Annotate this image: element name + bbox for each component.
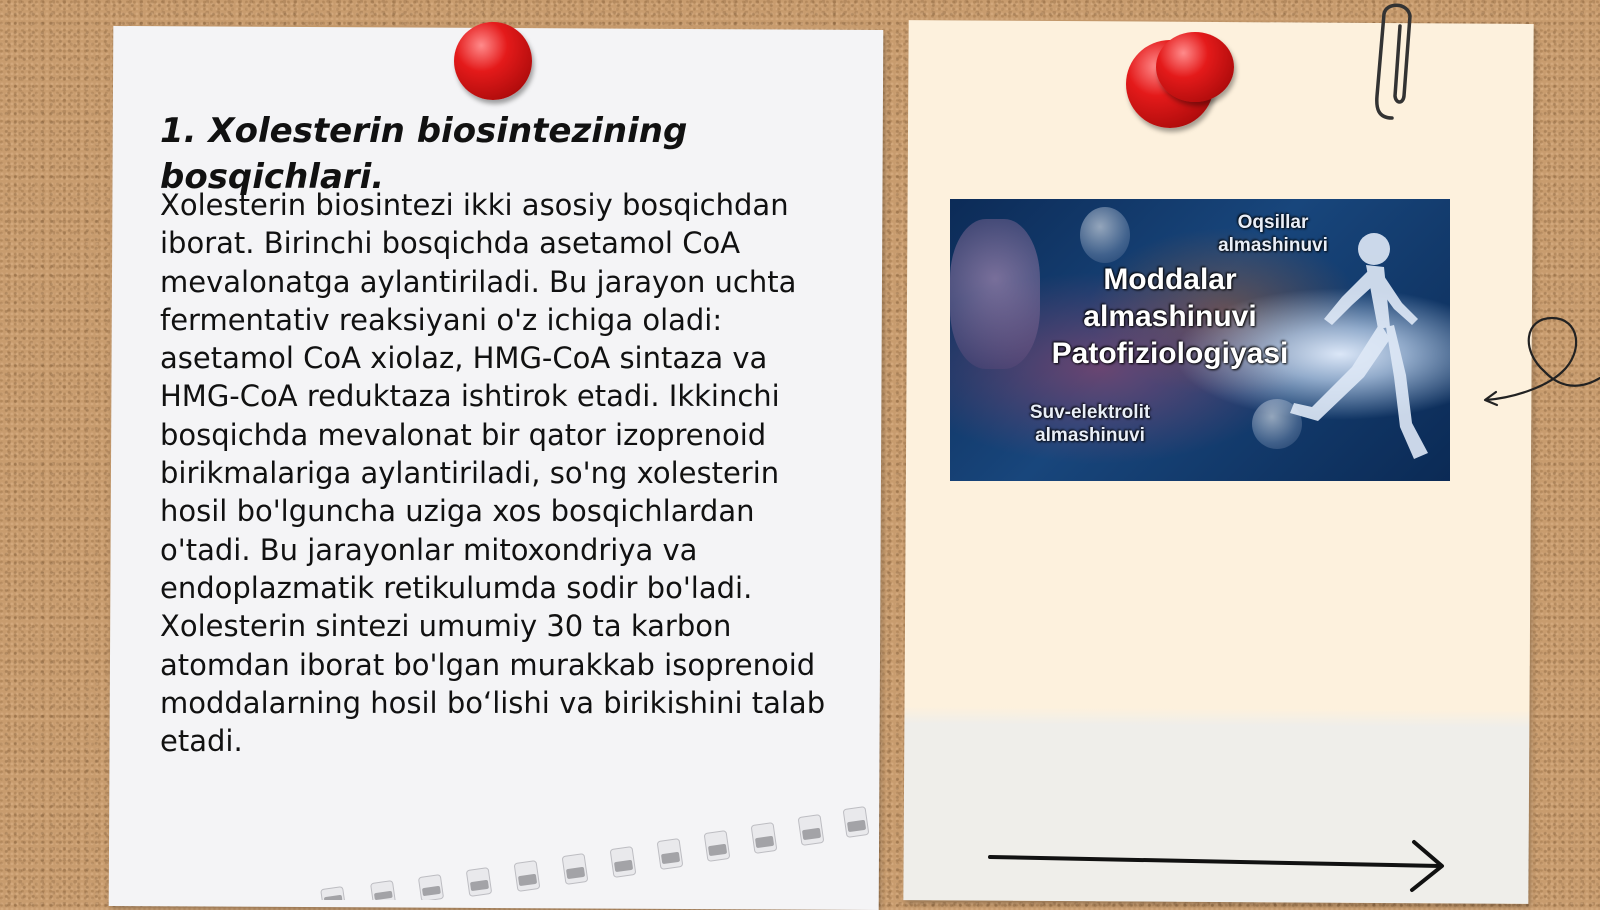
image-main-caption: Moddalar almashinuvi Patofiziologiyasi: [1051, 263, 1289, 370]
image-caption-bottom: Suv-elektrolit almashinuvi: [1029, 402, 1151, 446]
image-caption-top: Oqsillar almashinuvi: [1218, 212, 1328, 256]
slide-body-text: Xolesterin biosintezi ikki asosiy bosqichdan iborat. Birinchi bosqichda asetamol CoA mevalonatga aylantiriladi. Bu jarayon uchta fermentativ reaksiyani o'z ichiga oladi: asetamol CoA xiolaz, HMG-CoA sintaza va HMG-CoA reduktaza ishtirok etadi. Ikkinchi bosqichda mevalonat bir qator izoprenoid birikmalariga aylantiriladi, so'ng xolesterin hosil bo'lguncha uziga xos bosqichlardan o'tadi. Bu jarayonlar mitoxondriya va endoplazmatik retikulumda sodir bo'ladi. Xolesterin sintezi umumiy 30 ta karbon atomdan iborat bo'lgan murakkab isoprenoid moddalarning hosil bo‘lishi va birikishini talab etadi.: [160, 188, 826, 759]
slide-title: 1. Xolesterin biosintezining bosqichlari.: [160, 111, 688, 197]
